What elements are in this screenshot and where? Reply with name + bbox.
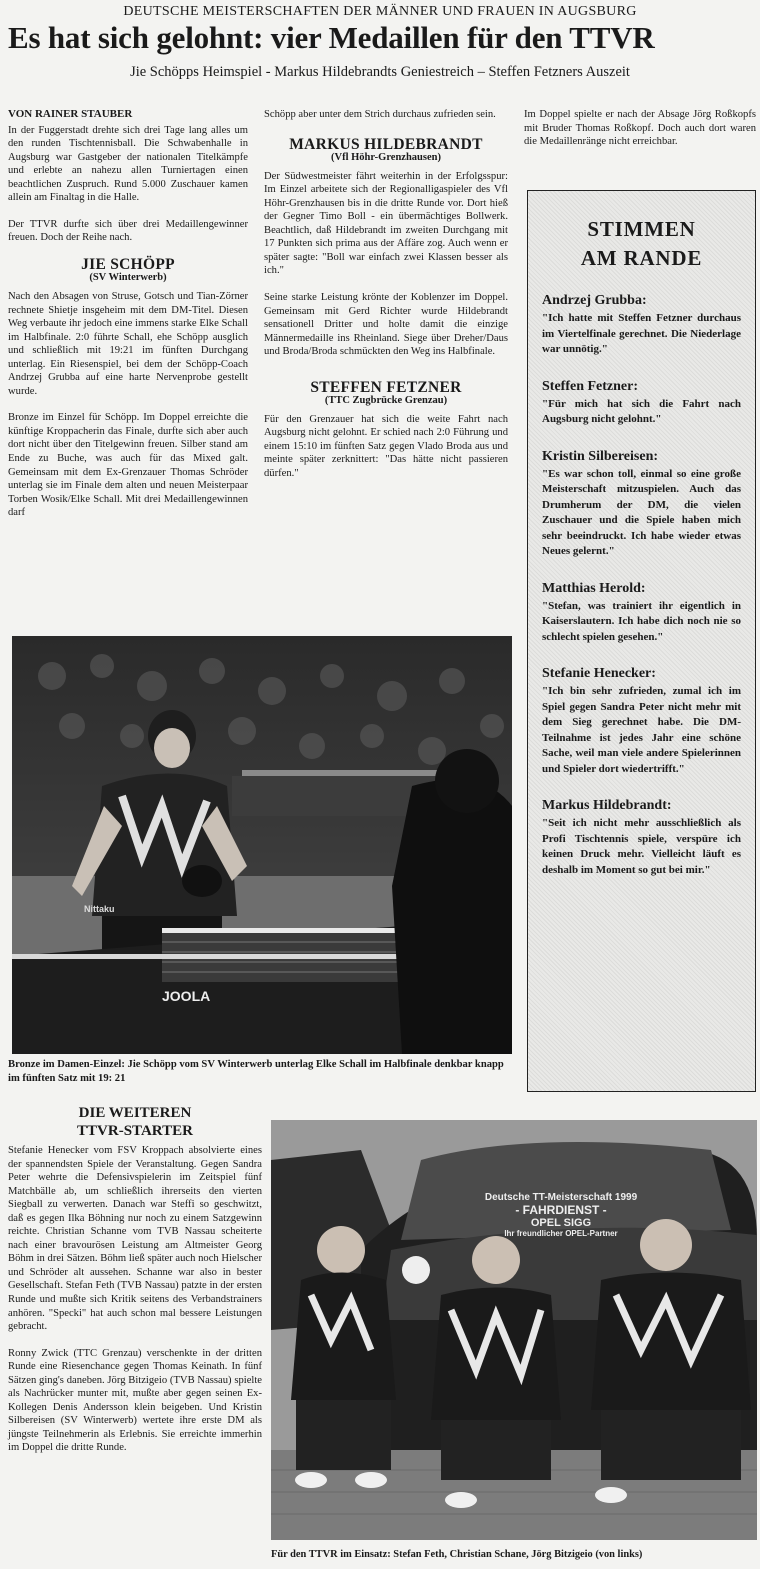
photo-jie-schoepp <box>12 636 512 1054</box>
table-brand-label: JOOLA <box>162 988 211 1004</box>
column-2 <box>264 108 508 481</box>
headline: Es hat sich gelohnt: vier Medaillen für den TTVR <box>8 20 655 55</box>
quotes-sidebar <box>527 190 756 1092</box>
section-club-hildebrandt: (Vfl Höhr-Grenzhausen) <box>331 152 441 164</box>
photo-caption-2: Für den TTVR im Einsatz: Stefan Feth, Christian Schane, Jörg Bitzigeio (von links) <box>271 1549 643 1560</box>
intro-paragraph: Der TTVR durfte sich über drei Medaillengewinner freuen. Doch der Reihe nach. <box>8 218 248 244</box>
quote-author: Andrzej Grubba: <box>542 293 647 308</box>
quote-author: Matthias Herold: <box>542 580 646 596</box>
body-paragraph: Stefanie Henecker vom FSV Kroppach absolvierte eines der spannendsten Spiele der Veranstaltung. Gegen Sandra Peter wehrte die Defensivspielerin im Zeitspiel fünf Matchbälle ab, um schließlich ihrerseits den vierten Siegball zu verwerten. Danach war Steffi so geschwitzt, daß es gegen Ilka Böhning nur noch zu einem Satzgewinn reichte. Christian Schanne vom TVB Nassau scheiterte nach einer bravourösen Leistung am Altmeister Georg Böhm in drei Sätzen. Böhm ließ später auch noch Hielscher und Schröder alt aussehen. Schanne war also in bester Gesellschaft. Stefan Feth (TVB Nassau) patzte in der ersten Runde und mußte sich Kritik seitens des Verbandstrainers anhören. "Specki" hat auch schon mal bessere Leistungen gebracht. <box>8 1145 262 1333</box>
photo-ttvr-team <box>271 1120 757 1540</box>
sidebar-title-line: AM RANDE <box>580 246 703 270</box>
section-head-schoepp: JIE SCHÖPP <box>81 255 175 273</box>
body-paragraph: Seine starke Leistung krönte der Koblenzer im Doppel. Gemeinsam mit Gerd Richter wurde Hildebrandt sensationell Dritter und holte damit die einzige Männermedaille ins Rheinland. Siege über Dreher/Daus und Broda/Broda schmückten den Weg ins Halbfinale. <box>264 292 508 358</box>
section-club-schoepp: (SV Winterwerb) <box>89 272 167 284</box>
quote-item <box>542 798 741 878</box>
continuation-paragraph: Im Doppel spielte er nach der Absage Jörg Roßkopfs mit Bruder Thomas Roßkopf. Doch auch dort waren die Medaillenränge nicht erreichbar. <box>524 109 756 148</box>
weitere-head <box>8 1104 262 1140</box>
body-paragraph: Bronze im Einzel für Schöpp. Im Doppel erreichte die künftige Kroppacherin das Finale, durfte sich aber auch dort nicht über den Titelgewinn freuen. Silber stand am Ende zu Buche, was auch für das Mixed galt. Gemeinsam mit dem Ex-Grenzauer Thomas Schröder unterlag sie im Finale dem alten und neuen Meisterpaar Torben Wosik/Elke Schall. Mit drei Medaillengewinnen darf <box>8 412 248 519</box>
car-text-line: - FAHRDIENST - <box>515 1203 607 1217</box>
quote-item <box>542 449 741 560</box>
body-paragraph: Nach den Absagen von Struse, Gotsch und Tian-Zörner rechnete Shietje insgeheim mit dem DM-Titel. Diesen Weg verbaute ihr jedoch eine immens starke Elke Schall im Halbfinale. 2:0 führte Schall, ehe Schöpp ausglich und schließlich mit 19:21 im fünften Durchgang unterlag. Ein Riesenspiel, bei dem der Schöpp-Coach Andrzej Grubba auf eine harte Nervenprobe gestellt wurde. <box>8 291 248 397</box>
car-text-line: Deutsche TT-Meisterschaft 1999 <box>484 1192 638 1203</box>
quote-author: Markus Hildebrandt: <box>542 798 672 813</box>
quote-text: "Ich hatte mit Steffen Fetzner durchaus im Viertelfinale gerechnet. Die Niederlage war unnötig." <box>542 312 741 355</box>
car-text <box>421 1192 701 1238</box>
quote-item <box>542 293 741 358</box>
weitere-head-line: DIE WEITEREN <box>78 1105 192 1121</box>
kicker: DEUTSCHE MEISTERSCHAFTEN DER MÄNNER UND FRAUEN IN AUGSBURG <box>123 4 637 19</box>
car-text-line: OPEL SIGG <box>530 1217 592 1229</box>
shirt-brand-label: Nittaku <box>84 904 115 914</box>
quote-item <box>542 666 741 777</box>
photo-jie-schoepp-image <box>12 636 512 1054</box>
photo-ttvr-team-image <box>271 1120 757 1540</box>
car-text-line: Ihr freundlicher OPEL-Partner <box>504 1229 618 1238</box>
weitere-section <box>8 1104 262 1455</box>
quote-text: "Stefan, was trainiert ihr eigentlich in Kaiserslautern. Ich habe dich noch nie so schlecht spielen gesehen." <box>542 599 741 643</box>
intro-paragraph: In der Fuggerstadt drehte sich drei Tage lang alles um den runden Tischtennisball. Die Schwabenhalle in Augsburg war Gastgeber der nationalen Titelkämpfe und erlebte an nahezu allen Turniertagen einen beachtlichen Zuspruch. Rund 5.000 Zuschauer kamen allein am Finaltag in die Halle. <box>8 124 248 204</box>
quote-text: "Es war schon toll, einmal so eine große Meisterschaft mitzuspielen. Auch das Drumherum der DM, die vielen Zuschauer und die Spiele haben mich sehr beeindruckt. Ich habe wieder etwas Neues gelernt." <box>542 467 741 557</box>
quote-author: Steffen Fetzner: <box>542 378 639 394</box>
quote-item <box>542 379 741 428</box>
quote-text: "Für mich hat sich die Fahrt nach Augsburg nicht gelohnt." <box>542 397 741 425</box>
sidebar-title-line: STIMMEN <box>587 217 696 241</box>
quote-text: "Seit ich nicht mehr ausschließlich als Profi Tischtennis spiele, verspüre ich keinen Druck mehr. Vielleicht läuft es deshalb im Moment so gut bei mir." <box>542 817 741 876</box>
body-paragraph: Der Südwestmeister fährt weiterhin in der Erfolgsspur: Im Einzel arbeitete sich der Regionalligaspieler des Vfl Höhr-Grenzhausen bis in die dritte Runde vor. Dort hieß der Gegner Timo Boll - ein übermächtiges Bollwerk. Beachtlich, daß Hildebrandt im zweiten Durchgang mit 17 Punkten sich prima aus der Affäre zog. Auch wenn er später sagte: "Boll war einfach zwei Klassen besser als ich." <box>264 170 508 277</box>
quote-item <box>542 581 741 646</box>
quote-text: "Ich bin sehr zufrieden, zumal ich im Spiel gegen Sandra Peter nicht mehr mit dem Sieg gerechnet habe. Die DM-Teilnahme ist jedes Jahr eine schöne Sache, weil man viele andere Spielerinnen und Spieler dort wiedertrifft." <box>542 685 741 775</box>
section-head-fetzner: STEFFEN FETZNER <box>310 378 462 396</box>
column-3 <box>524 108 756 149</box>
section-head-hildebrandt: MARKUS HILDEBRANDT <box>289 135 483 153</box>
quote-author: Stefanie Henecker: <box>542 666 656 681</box>
body-paragraph: Für den Grenzauer hat sich die weite Fahrt nach Augsburg nicht gelohnt. Er schied nach 2:0 Führung und einem 15:10 im fünften Satz gegen Vlado Broda aus und meinte später zerknittert: "Das hätte nicht passieren dürfen." <box>264 413 508 480</box>
body-paragraph: Ronny Zwick (TTC Grenzau) verschenkte in der dritten Runde eine Riesenchance gegen Thomas Keinath. In fünf Sätzen ging's daneben. Jörg Bitzigeio (TVB Nassau) spielte als Nachrücker munter mit, mußte aber gegen seinen Ex-Kollegen Denis Andersson klein beigeben. Und Kristin Silbereisen (SV Winterwerb) wertete ihre erste DM als jüngste Teilnehmerin als Erlebnis. Sie erreichte immerhin im Doppel die dritte Runde. <box>8 1347 262 1454</box>
section-club-fetzner: (TTC Zugbrücke Grenzau) <box>324 395 448 407</box>
photo-caption-1: Bronze im Damen-Einzel: Jie Schöpp vom SV Winterwerb unterlag Elke Schall im Halbfinale denkbar knapp im fünften Satz mit 19: 21 <box>8 1059 504 1084</box>
column-1 <box>8 108 248 520</box>
byline: VON RAINER STAUBER <box>8 108 133 120</box>
sidebar-title <box>542 215 741 273</box>
weitere-head-line: TTVR-STARTER <box>77 1123 193 1139</box>
subline: Jie Schöpps Heimspiel - Markus Hildebrandts Geniestreich – Steffen Fetzners Auszeit <box>130 64 630 80</box>
continuation-paragraph: Schöpp aber unter dem Strich durchaus zufrieden sein. <box>264 109 496 120</box>
quote-author: Kristin Silbereisen: <box>542 448 659 464</box>
